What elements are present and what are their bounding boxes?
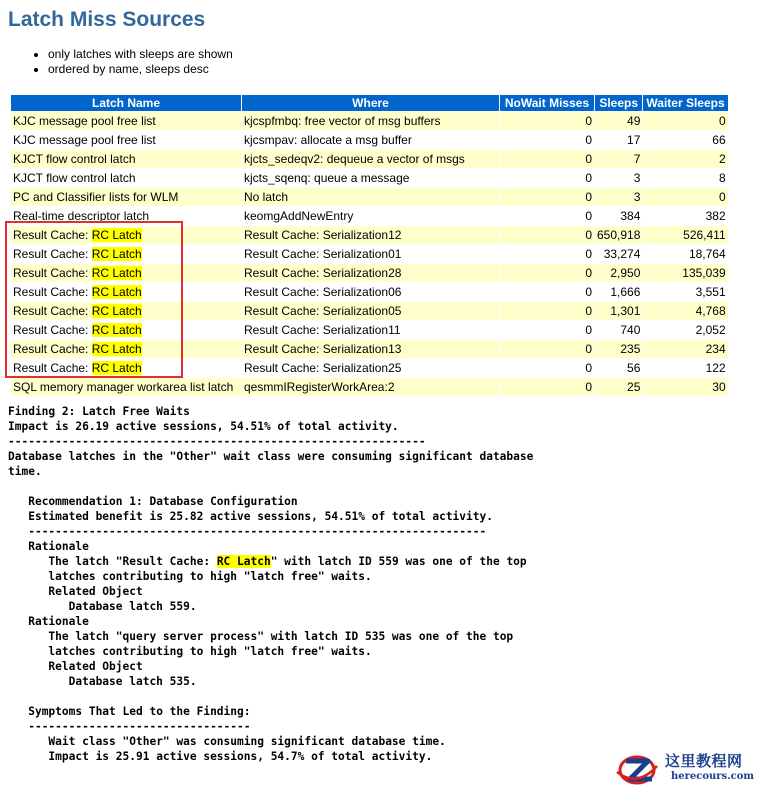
cell-waiter-sleeps: 4,768 — [643, 302, 727, 320]
table-row — [11, 340, 728, 358]
cell-nowait-misses: 0 — [500, 378, 594, 396]
cell-sleeps: 25 — [595, 378, 642, 396]
cell-where: Result Cache: Serialization11 — [242, 321, 499, 339]
latch-name-text: KJC message pool free list — [13, 133, 156, 147]
cell-sleeps: 2,950 — [595, 264, 642, 282]
latch-name-text: Real-time descriptor latch — [13, 209, 150, 223]
symptom-text: Wait class "Other" was consuming significant database time. — [48, 735, 446, 748]
blank-line — [8, 689, 533, 704]
rationale-text: latches contributing to high "latch free" waits. — [48, 570, 372, 583]
cell-waiter-sleeps: 382 — [643, 207, 727, 225]
related-object-heading: Related Object — [48, 585, 143, 598]
rc-latch-highlight: RC Latch — [91, 247, 142, 261]
cell-nowait-misses: 0 — [500, 321, 594, 339]
table-row — [11, 188, 728, 206]
latch-name-text: Result Cache: — [13, 323, 92, 337]
rc-latch-highlight: RC Latch — [91, 361, 142, 375]
table-row — [11, 112, 728, 130]
cell-where: kjcspfmbq: free vector of msg buffers — [242, 112, 499, 130]
table-row — [11, 283, 728, 301]
cell-waiter-sleeps: 234 — [643, 340, 727, 358]
cell-waiter-sleeps: 2 — [643, 150, 727, 168]
cell-where: qesmmIRegisterWorkArea:2 — [242, 378, 499, 396]
cell-latch-name — [11, 359, 241, 377]
latch-name-text: Result Cache: — [13, 361, 92, 375]
cell-waiter-sleeps: 526,411 — [643, 226, 727, 244]
divider: -------------------------------------------------------------- — [8, 435, 426, 448]
symptoms-heading: Symptoms That Led to the Finding: — [28, 705, 251, 718]
table-row — [11, 321, 728, 339]
cell-waiter-sleeps: 0 — [643, 112, 727, 130]
related-object-value: Database latch 559. — [68, 600, 197, 613]
rationale-heading: Rationale — [28, 540, 89, 553]
cell-where: kjcts_sqenq: queue a message — [242, 169, 499, 187]
cell-sleeps: 3 — [595, 169, 642, 187]
col-sleeps[interactable]: Sleeps — [595, 95, 642, 111]
cell-latch-name — [11, 340, 241, 358]
rc-latch-highlight: RC Latch — [91, 228, 142, 242]
cell-sleeps: 56 — [595, 359, 642, 377]
notes-list — [0, 47, 233, 77]
cell-nowait-misses: 0 — [500, 302, 594, 320]
rc-latch-highlight: RC Latch — [91, 266, 142, 280]
cell-latch-name — [11, 207, 241, 225]
cell-where: keomgAddNewEntry — [242, 207, 499, 225]
rationale-text: The latch "query server process" with latch ID 535 was one of the top — [48, 630, 514, 643]
finding-title: Finding 2: Latch Free Waits — [8, 405, 190, 418]
cell-sleeps: 7 — [595, 150, 642, 168]
cell-latch-name — [11, 283, 241, 301]
addm-report — [8, 404, 533, 764]
cell-where: Result Cache: Serialization12 — [242, 226, 499, 244]
rc-latch-highlight: RC Latch — [91, 323, 142, 337]
cell-where: Result Cache: Serialization13 — [242, 340, 499, 358]
cell-nowait-misses: 0 — [500, 359, 594, 377]
cell-nowait-misses: 0 — [500, 226, 594, 244]
latch-name-text: SQL memory manager workarea list latch — [13, 380, 234, 394]
note-item: • only latches with sleeps are shown — [48, 47, 233, 62]
cell-nowait-misses: 0 — [500, 131, 594, 149]
cell-waiter-sleeps: 122 — [643, 359, 727, 377]
cell-where: kjcsmpav: allocate a msg buffer — [242, 131, 499, 149]
table-row — [11, 150, 728, 168]
cell-where: Result Cache: Serialization25 — [242, 359, 499, 377]
divider: -------------------------------------------------------------------- — [28, 525, 487, 538]
cell-sleeps: 33,274 — [595, 245, 642, 263]
note-item: • ordered by name, sleeps desc — [48, 62, 233, 77]
rationale-heading: Rationale — [28, 615, 89, 628]
cell-sleeps: 1,301 — [595, 302, 642, 320]
latch-miss-table — [10, 94, 729, 397]
cell-nowait-misses: 0 — [500, 150, 594, 168]
rc-latch-highlight: RC Latch — [91, 304, 142, 318]
cell-nowait-misses: 0 — [500, 283, 594, 301]
cell-waiter-sleeps: 135,039 — [643, 264, 727, 282]
logo-z-icon — [615, 750, 659, 786]
finding-description: Database latches in the "Other" wait class were consuming significant database — [8, 450, 534, 463]
page-title: Latch Miss Sources — [8, 8, 206, 31]
latch-name-text: KJCT flow control latch — [13, 171, 136, 185]
table-row — [11, 378, 728, 396]
related-object-value: Database latch 535. — [68, 675, 197, 688]
cell-waiter-sleeps: 66 — [643, 131, 727, 149]
cell-latch-name — [11, 378, 241, 396]
cell-sleeps: 650,918 — [597, 228, 641, 242]
symptom-text: Impact is 25.91 active sessions, 54.7% of total activity. — [48, 750, 433, 763]
cell-latch-name — [11, 226, 241, 244]
col-where[interactable]: Where — [242, 95, 499, 111]
watermark-domain-text: herecours.com — [671, 771, 755, 782]
cell-nowait-misses: 0 — [500, 245, 594, 263]
table-row — [11, 226, 728, 244]
cell-latch-name — [11, 321, 241, 339]
latch-name-text: Result Cache: — [13, 228, 92, 242]
cell-waiter-sleeps: 30 — [643, 378, 727, 396]
cell-latch-name — [11, 302, 241, 320]
blank-line — [8, 479, 533, 494]
cell-where: Result Cache: Serialization06 — [242, 283, 499, 301]
cell-nowait-misses: 0 — [500, 169, 594, 187]
cell-where: No latch — [242, 188, 499, 206]
col-waiter-sleeps[interactable]: Waiter Sleeps — [643, 95, 727, 111]
cell-sleeps: 17 — [595, 131, 642, 149]
table-row — [11, 207, 728, 225]
cell-where: kjcts_sedeqv2: dequeue a vector of msgs — [242, 150, 499, 168]
table-row — [11, 302, 728, 320]
rc-latch-highlight: RC Latch — [91, 342, 142, 356]
recommendation-benefit: Estimated benefit is 25.82 active sessions, 54.51% of total activity. — [28, 510, 493, 523]
cell-latch-name — [11, 131, 241, 149]
cell-waiter-sleeps: 0 — [643, 188, 727, 206]
cell-latch-name — [11, 188, 241, 206]
watermark-logo — [615, 748, 757, 788]
cell-nowait-misses: 0 — [500, 264, 594, 282]
cell-latch-name — [11, 169, 241, 187]
finding-description: time. — [8, 465, 42, 478]
table-row — [11, 245, 728, 263]
cell-waiter-sleeps: 8 — [643, 169, 727, 187]
cell-sleeps: 3 — [595, 188, 642, 206]
cell-latch-name — [11, 264, 241, 282]
latch-name-text: Result Cache: — [13, 342, 92, 356]
col-latch-name[interactable]: Latch Name — [11, 95, 241, 111]
latch-name-text: Result Cache: — [13, 285, 92, 299]
rationale-text: latches contributing to high "latch free" waits. — [48, 645, 372, 658]
cell-latch-name — [11, 150, 241, 168]
latch-name-text: PC and Classifier lists for WLM — [13, 190, 179, 204]
cell-sleeps: 1,666 — [595, 283, 642, 301]
cell-nowait-misses: 0 — [500, 340, 594, 358]
cell-sleeps: 235 — [595, 340, 642, 358]
rationale-text: The latch "Result Cache: RC Latch" with latch ID 559 was one of the top — [48, 555, 527, 568]
cell-sleeps: 740 — [595, 321, 642, 339]
recommendation-title: Recommendation 1: Database Configuration — [28, 495, 298, 508]
cell-waiter-sleeps: 18,764 — [643, 245, 727, 263]
cell-where: Result Cache: Serialization01 — [242, 245, 499, 263]
watermark-chinese-text: 这里教程网 — [665, 752, 743, 770]
latch-name-text: Result Cache: — [13, 266, 92, 280]
table-header-row — [11, 95, 728, 111]
cell-latch-name — [11, 112, 241, 130]
table-row — [11, 264, 728, 282]
cell-where: Result Cache: Serialization28 — [242, 264, 499, 282]
cell-nowait-misses: 0 — [500, 112, 594, 130]
cell-latch-name — [11, 245, 241, 263]
table-row — [11, 169, 728, 187]
divider: --------------------------------- — [28, 720, 251, 733]
col-nowait-misses[interactable]: NoWait Misses — [500, 95, 594, 111]
latch-name-text: Result Cache: — [13, 247, 92, 261]
cell-where: Result Cache: Serialization05 — [242, 302, 499, 320]
latch-name-text: KJC message pool free list — [13, 114, 156, 128]
rc-latch-highlight: RC Latch — [91, 285, 142, 299]
cell-sleeps: 384 — [595, 207, 642, 225]
related-object-heading: Related Object — [48, 660, 143, 673]
cell-sleeps: 49 — [595, 112, 642, 130]
cell-nowait-misses: 0 — [500, 188, 594, 206]
latch-name-text: KJCT flow control latch — [13, 152, 136, 166]
cell-waiter-sleeps: 3,551 — [643, 283, 727, 301]
rc-latch-highlight: RC Latch — [216, 555, 271, 568]
table-row — [11, 131, 728, 149]
cell-waiter-sleeps: 2,052 — [643, 321, 727, 339]
latch-name-text: Result Cache: — [13, 304, 92, 318]
finding-impact: Impact is 26.19 active sessions, 54.51% of total activity. — [8, 420, 399, 433]
table-row — [11, 359, 728, 377]
cell-nowait-misses: 0 — [500, 207, 594, 225]
